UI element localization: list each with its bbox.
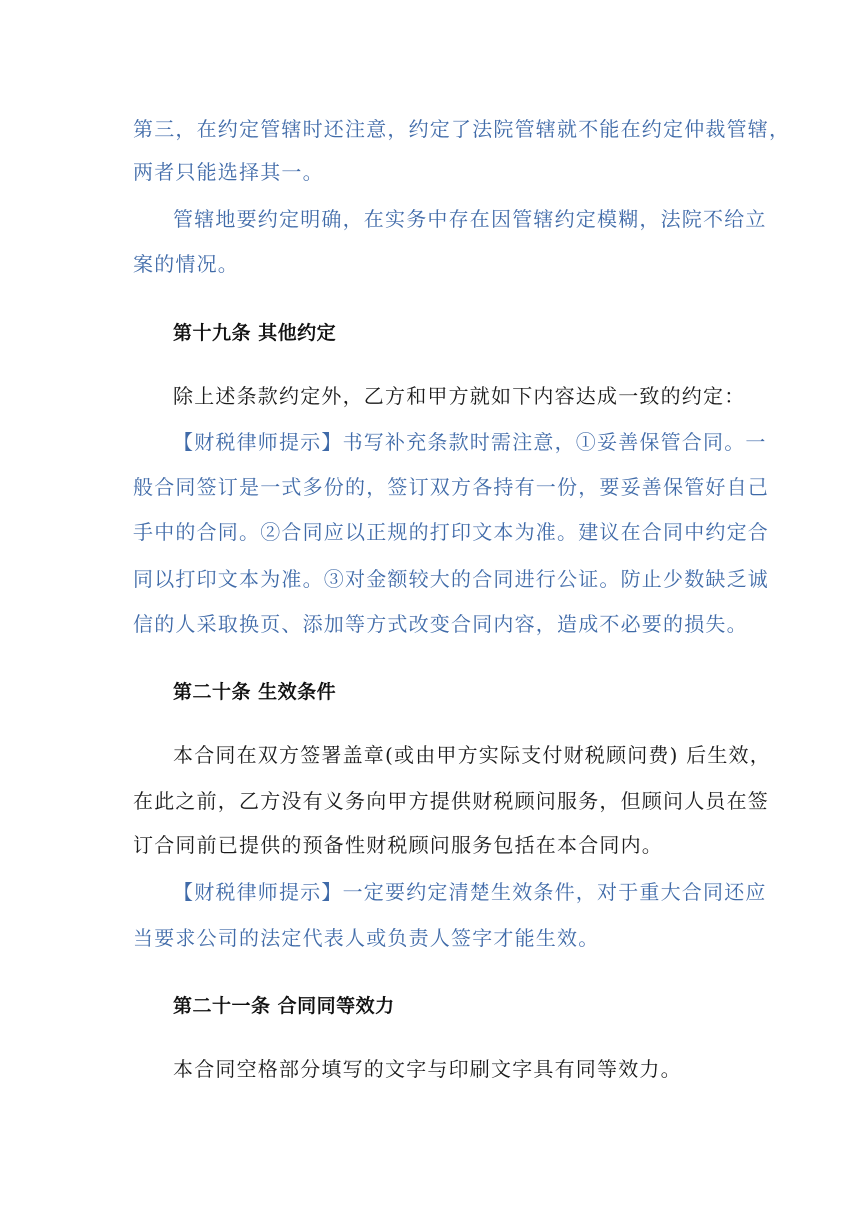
article-21-heading: 第二十一条 合同同等效力 [173, 995, 395, 1017]
article-19-heading: 第十九条 其他约定 [173, 322, 337, 344]
jurisdiction-clear-line-2: 案的情况。 [133, 252, 239, 276]
article-21-body: 本合同空格部分填写的文字与印刷文字具有同等效力。 [173, 1057, 682, 1081]
article-20-tip-label: 【财税律师提示】 [173, 880, 343, 904]
article-20-body-line-2: 在此之前，乙方没有义务向甲方提供财税顾问服务，但顾问人员在签 [133, 789, 769, 813]
article-19-tip-label: 【财税律师提示】 [173, 430, 343, 454]
article-19-tip-line-4: 同以打印文本为准。③对金额较大的合同进行公证。防止少数缺乏诚 [133, 567, 769, 591]
jurisdiction-clear-line-1: 管辖地要约定明确，在实务中存在因管辖约定模糊，法院不给立 [173, 207, 767, 231]
article-20-tip-line-1-text: 一定要约定清楚生效条件，对于重大合同还应 [342, 880, 767, 904]
article-19-tip-line-5: 信的人采取换页、添加等方式改变合同内容，造成不必要的损失。 [133, 612, 748, 636]
article-19-tip-line-1-text: 书写补充条款时需注意，①妥善保管合同。一 [342, 430, 767, 454]
article-19-tip-line-3: 手中的合同。②合同应以正规的打印文本为准。建议在合同中约定合 [133, 520, 769, 544]
article-20-body-line-1: 本合同在双方签署盖章(或由甲方实际支付财税顾问费) 后生效， [173, 743, 771, 767]
jurisdiction-third-line-1: 第三，在约定管辖时还注意，约定了法院管辖就不能在约定仲裁管辖， [133, 117, 791, 141]
article-20-body-line-3: 订合同前已提供的预备性财税顾问服务包括在本合同内。 [133, 833, 663, 857]
article-19-tip-line-2: 般合同签订是一式多份的，签订双方各持有一份，要妥善保管好自己 [133, 475, 769, 499]
article-19-body: 除上述条款约定外，乙方和甲方就如下内容达成一致的约定： [173, 384, 746, 408]
article-19-tip-line-1 [173, 429, 767, 455]
jurisdiction-third-line-2: 两者只能选择其一。 [133, 160, 324, 184]
article-20-heading: 第二十条 生效条件 [173, 681, 337, 703]
article-20-tip-line-2: 当要求公司的法定代表人或负责人签字才能生效。 [133, 926, 600, 950]
article-20-tip-line-1 [173, 879, 767, 905]
